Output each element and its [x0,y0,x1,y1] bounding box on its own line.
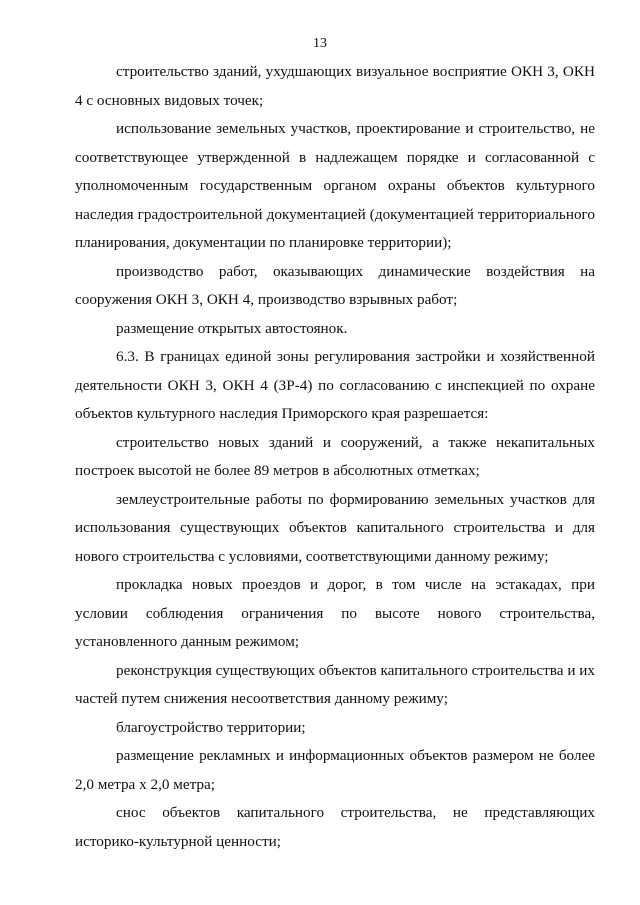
paragraph-section-6-3: 6.3. В границах единой зоны регулирования застройки и хозяйственной деятельности ОКН 3, ОКН 4 (ЗР-4) по согласованию с инспекцией по охране объектов культурного наследия Приморского края разрешается: [75,348,595,422]
paragraph-allowed-reconstruction: реконструкция существующих объектов капитального строительства и их частей путем снижения несоответствия данному режиму; [75,661,595,707]
paragraph-allowed-construction: строительство новых зданий и сооружений, а также некапитальных построек высотой не более 89 метров в абсолютных отметках; [75,433,595,479]
paragraph-restriction-land-use: использование земельных участков, проектирование и строительство, не соответствующее утвержденной в надлежащем порядке и согласованной с уполномоченным государственным органом охраны объектов культурного наследия градостроительной документацией (документацией территориального планирования, документации по планировке территории); [75,120,595,251]
paragraph-allowed-landscaping: благоустройство территории; [116,718,306,736]
paragraph-allowed-advertising: размещение рекламных и информационных объектов размером не более 2,0 метра х 2,0 метра; [75,747,595,793]
paragraph-allowed-land-works: землеустроительные работы по формированию земельных участков для использования существующих объектов капитального строительства и для нового строительства с условиями, соответствующими данному режиму; [75,490,595,565]
paragraph-restriction-visual: строительство зданий, ухудшающих визуальное восприятие ОКН 3, ОКН 4 с основных видовых точек; [75,63,595,109]
paragraph-restriction-parking: размещение открытых автостоянок. [116,319,348,337]
paragraph-allowed-demolition: снос объектов капитального строительства, не представляющих историко-культурной ценности; [75,804,595,850]
page-number: 13 [313,36,327,51]
paragraph-allowed-roads: прокладка новых проездов и дорог, в том числе на эстакадах, при условии соблюдения ограничения по высоте нового строительства, установленного данным режимом; [75,576,595,650]
paragraph-restriction-dynamic-works: производство работ, оказывающих динамические воздействия на сооружения ОКН 3, ОКН 4, производство взрывных работ; [75,262,595,308]
document-body [75,58,595,856]
